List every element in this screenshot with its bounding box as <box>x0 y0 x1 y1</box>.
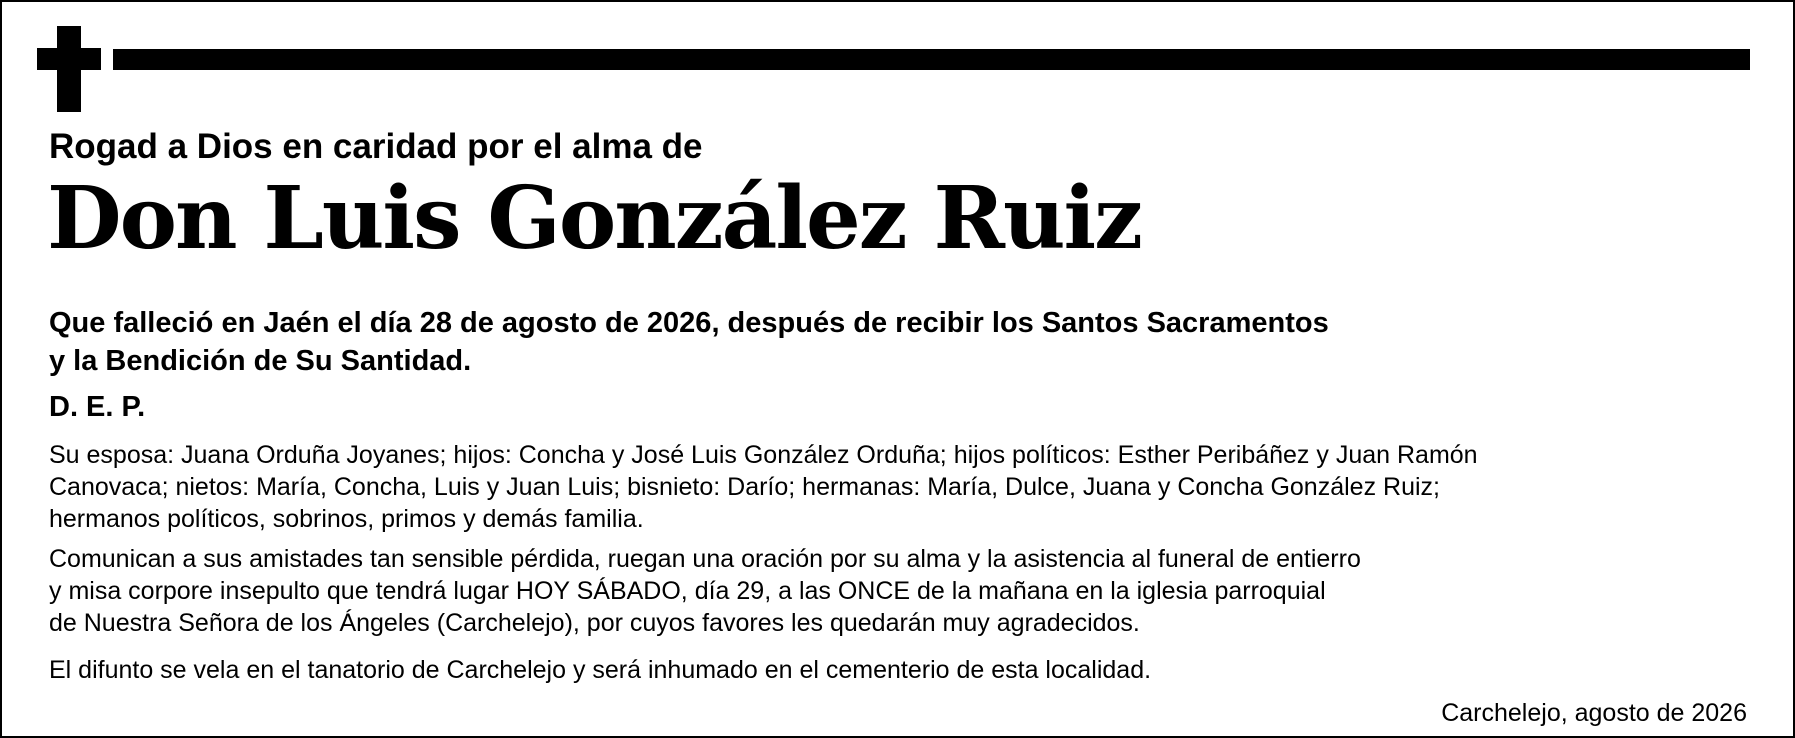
dateline: Carchelejo, agosto de 2026 <box>1441 699 1747 727</box>
burial-paragraph <box>49 654 1749 686</box>
death-statement <box>49 304 1569 380</box>
deceased-name: Don Luis González Ruiz <box>47 168 1141 269</box>
burial-line: El difunto se vela en el tanatorio de Carchelejo y será inhumado en el cementerio de esta localidad. <box>49 656 1152 684</box>
dep-abbreviation: D. E. P. <box>49 391 146 423</box>
funeral-paragraph <box>49 543 1749 639</box>
family-line: Canovaca; nietos: María, Concha, Luis y Juan Luis; bisnieto: Darío; hermanas: María, Dulce, Juana y Concha González Ruiz; <box>49 473 1440 501</box>
family-line: Su esposa: Juana Orduña Joyanes; hijos: Concha y José Luis González Orduña; hijos políticos: Esther Peribáñez y Juan Ramón <box>49 441 1478 469</box>
funeral-line: y misa corpore insepulto que tendrá lugar HOY SÁBADO, día 29, a las ONCE de la mañana en la iglesia parroquial <box>49 577 1326 605</box>
cross-horizontal-bar <box>37 48 101 70</box>
family-line: hermanos políticos, sobrinos, primos y demás familia. <box>49 505 644 533</box>
intro-text: Rogad a Dios en caridad por el alma de <box>49 127 703 166</box>
header-rule <box>113 49 1750 70</box>
funeral-line: Comunican a sus amistades tan sensible pérdida, ruegan una oración por su alma y la asistencia al funeral de entierro <box>49 545 1361 573</box>
death-line: Que falleció en Jaén el día 28 de agosto de 2026, después de recibir los Santos Sacramentos <box>49 307 1329 339</box>
funeral-line: de Nuestra Señora de los Ángeles (Carchelejo), por cuyos favores les quedarán muy agradecidos. <box>49 609 1140 637</box>
death-line: y la Bendición de Su Santidad. <box>49 345 472 377</box>
family-paragraph <box>49 439 1749 535</box>
